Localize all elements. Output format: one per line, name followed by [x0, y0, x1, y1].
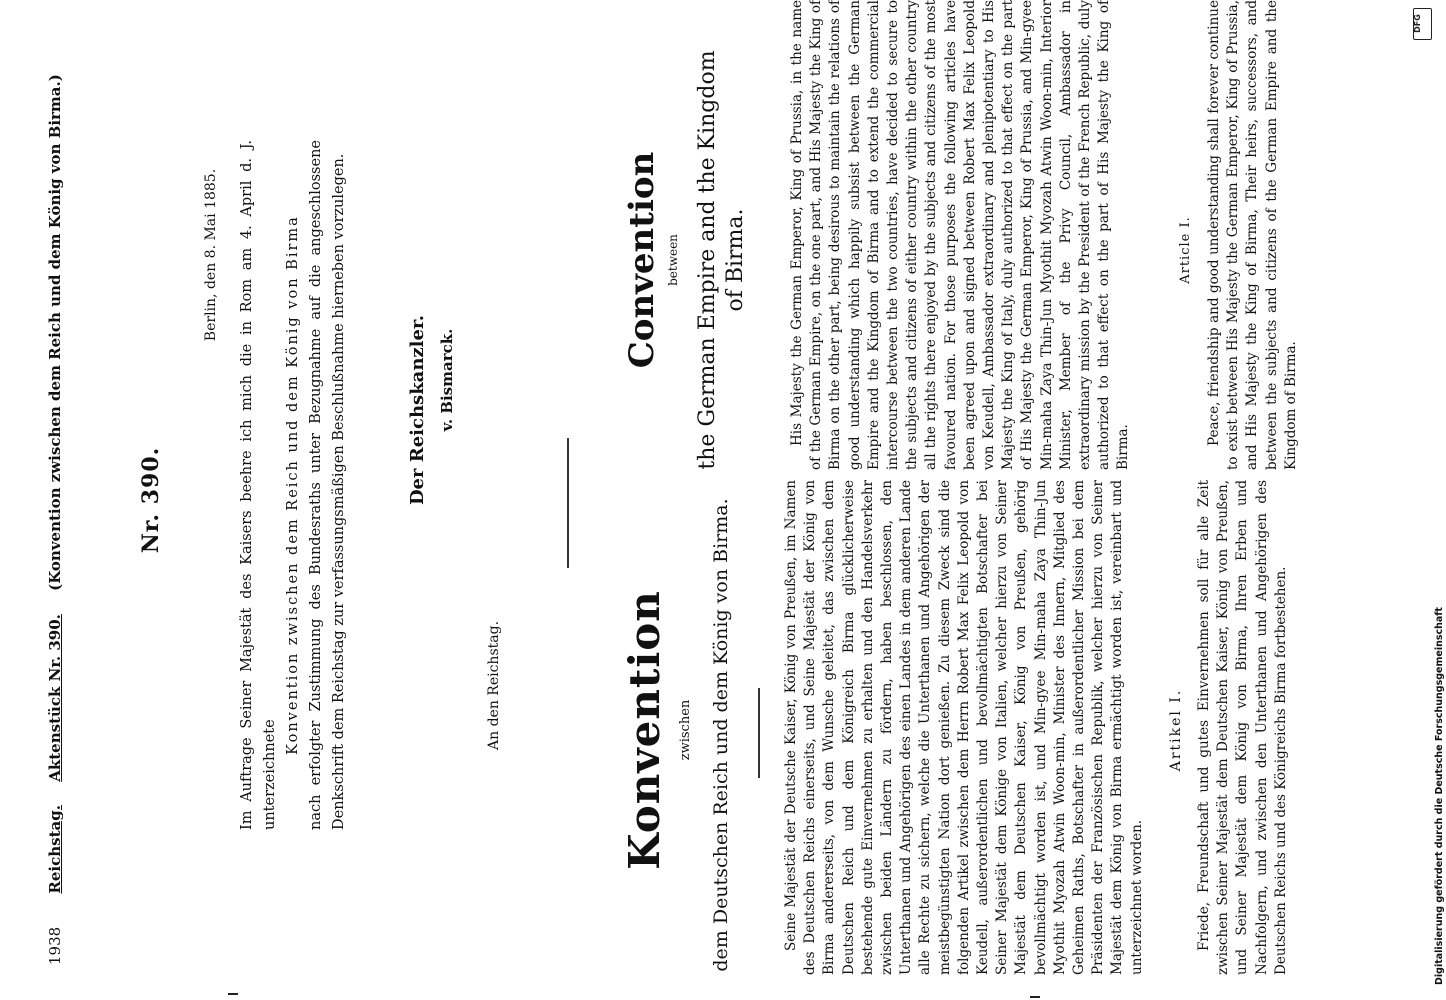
page-header — [46, 35, 76, 965]
header-document-number: Aktenstück Nr. 390. — [46, 614, 64, 782]
english-parties: the German Empire and the Kingdom of Birma. — [695, 50, 748, 470]
scan-edge-mark — [1030, 996, 1040, 998]
english-between: between — [666, 234, 680, 286]
german-between: zwischen — [678, 699, 693, 761]
scan-edge-mark — [228, 993, 238, 995]
chancellor-signature: v. Bismarck. — [438, 328, 456, 432]
german-article-title: Artikel I. — [1168, 688, 1184, 772]
letter-recipient: An den Reichstag. — [486, 620, 502, 750]
german-parties: dem Deutschen Reich und dem König von Birma. — [710, 498, 732, 972]
dfg-logo: DFG — [1413, 8, 1432, 40]
digitization-credit-text: Digitalisierung gefördert durch die Deutsche Forschungsgemeinschaft — [1434, 607, 1445, 985]
english-article-text: Peace, friendship and good understanding shall forever continue to exist between His Majesty the German Emperor, King of Prussia, and His Majesty the King of Birma, Their heirs, successors, and between the subjects and citizens of the German Empire and the Kingdom of Birma. — [1206, 0, 1299, 470]
header-title: Reichstag. — [46, 805, 64, 894]
divider-rule — [567, 438, 569, 568]
english-preamble — [788, 0, 1134, 470]
page-number: 1938 — [46, 926, 64, 965]
german-preamble-text: Seine Majestät der Deutsche Kaiser, König von Preußen, im Namen des Deutschen Reichs einerseits, und Seine Majestät der König von Birma andererseits, von dem Wunsche geleitet, das zwischen dem Deutschen Reich und dem Königreich Birma glücklicherweise bestehende gute Einvernehmen zu erhalten und den Handelsverkehr zwischen beiden Ländern zu fördern, haben beschlossen, den Unterthanen und Angehörigen des einen Landes in dem anderen Lande alle Rechte zu sichern, welche die Unterthanen und Angehörigen der meistbegünstigten Nation dort genießen. Zu diesem Zweck sind die folgenden Artikel zwischen dem Herrn Robert Max Felix Leopold von Keudell, außerordentlichen und bevollmächtigten Botschafter bei Seiner Majestät dem Könige von Italien, welcher hierzu von Seiner Majestät dem Deutschen Kaiser, König von Preußen, gehörig bevollmächtigt worden ist, und Min-gyee Min-maha Zaya Thin-Jun Myothit Myozah Atwin Woon-min, Minister des Innern, Mitglied des Geheimen Raths, Botschafter in außerordentlicher Mission bei dem Präsidenten der Französischen Republik, welcher hierzu von Seiner Majestät dem König von Birma ermächtigt worden ist, vereinbart und unterzeichnet worden. — [783, 480, 1145, 975]
german-article — [1195, 480, 1291, 975]
header-subject: (Konvention zwischen dem Reich und dem König von Birma.) — [46, 74, 64, 591]
cover-letter-line-1: Im Auftrage Seiner Majestät des Kaisers beehre ich mich die in Rom am 4. April d. J. unterzeichnete — [239, 140, 278, 830]
cover-letter-line-2: Konvention zwischen dem Reich und dem König von Birma — [285, 215, 301, 755]
digitization-credit — [1422, 40, 1445, 1000]
english-preamble-text: His Majesty the German Emperor, King of Prussia, in the name of the German Empire, on the one part, and His Majesty the King of Birma on the other part, being desirous to maintain the relations of good understanding which happily subsist between the German Empire and the Kingdom of Birma and to extend the commercial intercourse between the two countries, have decided to secure to the subjects and citizens of either country within the other country all the rights there enjoyed by the subjects and citizens of the most favoured nation. For those purposes the following articles have been agreed upon and signed between Robert Max Felix Leopold von Keudell, Ambassador extraordinary and plenipotentiary to His Majesty the King of Italy, duly authorized to that effect on the part of His Majesty the German Emperor, King of Prussia, and Min-gyee Min-maha Zaya Thin-Jun Myothit Myozah Atwin Woon-min, Interior Minister, Member of the Privy Council, Ambassador in extraordinary mission by the President of the French Republic, duly authorized to that effect on the part of His Majesty the King of Birma. — [789, 0, 1132, 470]
cover-letter — [236, 140, 351, 830]
letter-date: Berlin, den 8. Mai 1885. — [203, 168, 219, 342]
cover-letter-line-3: nach erfolgter Zustimmung des Bundesraths unter Bezugnahme auf die angeschlossene Denkschrift dem Reichstag zur verfassungsmäßigen Beschlußnahme hierneben vorzulegen. — [308, 140, 347, 830]
english-article-title: Article I. — [1178, 216, 1193, 284]
german-preamble — [782, 480, 1147, 975]
chancellor-title: Der Reichskanzler. — [407, 314, 428, 506]
german-title: Konvention — [620, 590, 669, 870]
german-article-text: Friede, Freundschaft und gutes Einvernehmen soll für alle Zeit zwischen Seiner Majestät dem Deutschen Kaiser, König von Preußen, und Seiner Majestät dem König von Birma, Ihren Erben und Nachfolgern, und zwischen den Unterthanen und Angehörigen des Deutschen Reichs und des Königreichs Birma fortbestehen. — [1196, 480, 1289, 975]
english-article — [1205, 0, 1301, 470]
german-divider — [758, 688, 760, 778]
document-number: Nr. 390. — [138, 446, 164, 554]
english-title: Convention — [622, 151, 662, 369]
